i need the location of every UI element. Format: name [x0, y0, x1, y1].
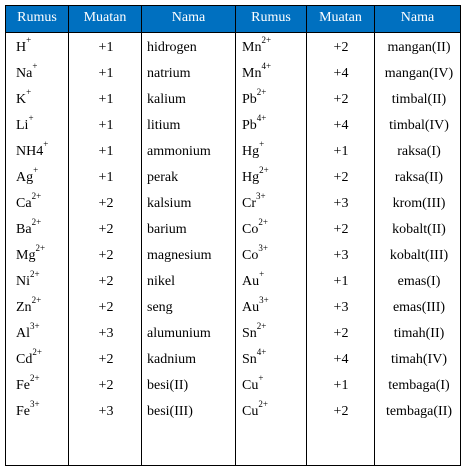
- formula-cell-left: [16, 87, 31, 113]
- ion-symbol: Al: [16, 326, 30, 341]
- table-row: [6, 295, 460, 321]
- ion-charge-superscript: +: [32, 61, 38, 72]
- ion-symbol: Cd: [16, 352, 33, 367]
- name-cell-left: besi(II): [147, 378, 189, 393]
- ion-charge-superscript: 2+: [31, 295, 42, 306]
- ion-symbol: Mn: [242, 66, 262, 81]
- name-cell-right: timah(II): [393, 326, 445, 341]
- formula-cell-right: [242, 87, 266, 113]
- ion-charge-superscript: 4+: [261, 61, 272, 72]
- formula-cell-left: [16, 321, 40, 347]
- ion-charge-superscript: 2+: [259, 165, 269, 176]
- charge-cell-right: +3: [333, 300, 349, 315]
- formula-cell-right: [242, 295, 269, 321]
- charge-cell-right: +2: [333, 326, 349, 341]
- ion-charge-superscript: 3+: [30, 321, 40, 332]
- charge-cell-left: +1: [98, 40, 114, 55]
- charge-cell-right: +3: [333, 248, 349, 263]
- name-cell-left: alumunium: [147, 326, 211, 341]
- header-rumus-left: Rumus: [17, 10, 57, 25]
- ion-charge-superscript: 2+: [256, 87, 267, 98]
- formula-cell-left: [16, 269, 40, 295]
- formula-cell-left: [16, 373, 40, 399]
- charge-cell-right: +2: [333, 92, 349, 107]
- charge-cell-left: +3: [98, 326, 114, 341]
- charge-cell-left: +2: [98, 196, 114, 211]
- formula-cell-left: [16, 61, 37, 87]
- ion-charge-superscript: 2+: [31, 191, 42, 202]
- ion-charge-superscript: 2+: [30, 373, 40, 384]
- name-cell-right: mangan(IV): [384, 66, 454, 81]
- ion-symbol: Zn: [16, 300, 32, 315]
- ion-symbol: Ni: [16, 274, 30, 289]
- ion-charge-superscript: 2+: [258, 399, 268, 410]
- name-cell-right: kobalt(II): [392, 222, 446, 237]
- formula-cell-right: [242, 217, 268, 243]
- charge-cell-right: +4: [333, 352, 349, 367]
- charge-cell-left: +2: [98, 248, 114, 263]
- charge-cell-left: +1: [98, 144, 114, 159]
- name-cell-right: raksa(II): [394, 170, 444, 185]
- table-row: [6, 347, 460, 373]
- ion-symbol: Hg: [242, 144, 260, 159]
- formula-cell-left: [16, 139, 48, 165]
- name-cell-right: timbal(II): [391, 92, 447, 107]
- ion-symbol: Co: [242, 248, 259, 263]
- ion-symbol: Au: [242, 300, 260, 315]
- ion-symbol: Pb: [242, 118, 257, 133]
- name-cell-right: timah(IV): [391, 352, 447, 367]
- charge-cell-left: +1: [98, 118, 114, 133]
- charge-cell-left: +1: [98, 170, 114, 185]
- ion-charge-superscript: +: [26, 35, 32, 46]
- table-row: [6, 87, 460, 113]
- ion-charge-superscript: 2+: [35, 243, 46, 254]
- name-cell-right: emas(I): [397, 274, 441, 289]
- name-cell-left: magnesium: [147, 248, 212, 263]
- formula-cell-left: [16, 295, 41, 321]
- formula-cell-right: [242, 243, 268, 269]
- formula-cell-right: [242, 399, 268, 425]
- header-nama-left: Nama: [171, 10, 206, 25]
- ion-symbol: NH4: [16, 144, 44, 159]
- table-row: [6, 191, 460, 217]
- name-cell-left: kalsium: [147, 196, 192, 211]
- name-cell-right: krom(III): [392, 196, 446, 211]
- name-cell-left: ammonium: [147, 144, 211, 159]
- table-row: [6, 399, 460, 425]
- ion-symbol: Mg: [16, 248, 36, 263]
- formula-cell-right: [242, 373, 263, 399]
- ion-charge-superscript: +: [26, 87, 32, 98]
- name-cell-left: barium: [147, 222, 187, 237]
- name-cell-left: seng: [147, 300, 173, 315]
- formula-cell-right: [242, 321, 266, 347]
- ion-charge-superscript: 3+: [259, 295, 269, 306]
- table-row: [6, 321, 460, 347]
- name-cell-right: emas(III): [392, 300, 446, 315]
- formula-cell-left: [16, 347, 42, 373]
- ion-symbol: Cr: [242, 196, 256, 211]
- ion-symbol: Fe: [16, 378, 30, 393]
- formula-cell-right: [242, 113, 266, 139]
- ion-symbol: Ag: [16, 170, 34, 185]
- name-cell-right: mangan(II): [387, 40, 451, 55]
- charge-cell-right: +4: [333, 66, 349, 81]
- name-cell-left: hidrogen: [147, 40, 197, 55]
- charge-cell-right: +2: [333, 40, 349, 55]
- ion-charge-superscript: 2+: [32, 347, 42, 358]
- charge-cell-right: +1: [333, 144, 349, 159]
- name-cell-left: kadnium: [147, 352, 196, 367]
- ion-charge-superscript: 4+: [256, 113, 267, 124]
- table-row: [6, 373, 460, 399]
- name-cell-left: besi(III): [147, 404, 193, 419]
- ion-symbol: Fe: [16, 404, 30, 419]
- header-muatan-right: Muatan: [319, 10, 362, 25]
- ion-charge-superscript: 2+: [261, 35, 272, 46]
- ion-symbol: Cu: [242, 378, 259, 393]
- charge-cell-right: +3: [333, 196, 349, 211]
- formula-cell-right: [242, 139, 264, 165]
- table-row: [6, 217, 460, 243]
- ion-charge-superscript: 3+: [256, 191, 266, 202]
- charge-cell-right: +2: [333, 404, 349, 419]
- ion-charge-superscript: +: [259, 139, 265, 150]
- ion-symbol: Au: [242, 274, 260, 289]
- ion-symbol: Sn: [242, 352, 257, 367]
- ion-symbol: K: [16, 92, 27, 107]
- formula-cell-right: [242, 347, 266, 373]
- ion-symbol: Hg: [242, 170, 260, 185]
- charge-cell-left: +2: [98, 378, 114, 393]
- table-row: [6, 113, 460, 139]
- ion-charge-superscript: +: [259, 269, 265, 280]
- charge-cell-left: +1: [98, 66, 114, 81]
- table-body: [6, 33, 460, 465]
- ion-charge-superscript: +: [258, 373, 264, 384]
- formula-cell-right: [242, 191, 266, 217]
- table-row: [6, 139, 460, 165]
- charge-cell-left: +2: [98, 352, 114, 367]
- ion-charge-superscript: 3+: [258, 243, 268, 254]
- charge-cell-right: +2: [333, 222, 349, 237]
- ion-symbol: Mn: [242, 40, 262, 55]
- charge-cell-left: +2: [98, 222, 114, 237]
- ion-charge-superscript: +: [33, 165, 39, 176]
- ion-charge-superscript: +: [28, 113, 34, 124]
- ion-symbol: Na: [16, 66, 33, 81]
- formula-cell-right: [242, 61, 271, 87]
- formula-cell-left: [16, 35, 31, 61]
- table-row: [6, 269, 460, 295]
- name-cell-left: nikel: [147, 274, 175, 289]
- name-cell-right: tembaga(II): [385, 404, 453, 419]
- ion-charge-superscript: 2+: [258, 217, 268, 228]
- charge-cell-left: +3: [98, 404, 114, 419]
- ion-symbol: Sn: [242, 326, 257, 341]
- charge-cell-right: +1: [333, 274, 349, 289]
- ion-symbol: Co: [242, 222, 259, 237]
- formula-cell-left: [16, 217, 41, 243]
- charge-cell-right: +4: [333, 118, 349, 133]
- charge-cell-left: +2: [98, 300, 114, 315]
- name-cell-left: perak: [147, 170, 179, 185]
- table-header-row: [6, 6, 460, 33]
- charge-cell-left: +1: [98, 92, 114, 107]
- ion-charge-superscript: +: [43, 139, 49, 150]
- name-cell-right: tembaga(I): [388, 378, 450, 393]
- ion-symbol: H: [16, 40, 27, 55]
- name-cell-left: kalium: [147, 92, 186, 107]
- table-row: [6, 243, 460, 269]
- header-muatan-left: Muatan: [83, 10, 127, 25]
- name-cell-right: timbal(IV): [389, 118, 449, 133]
- ion-charge-superscript: 2+: [256, 321, 267, 332]
- name-cell-right: raksa(I): [397, 144, 441, 159]
- charge-cell-left: +2: [98, 274, 114, 289]
- name-cell-left: natrium: [147, 66, 191, 81]
- name-cell-right: kobalt(III): [389, 248, 449, 263]
- formula-cell-right: [242, 35, 271, 61]
- formula-cell-right: [242, 165, 269, 191]
- ion-symbol: Ba: [16, 222, 32, 237]
- header-nama-right: Nama: [400, 10, 435, 25]
- formula-cell-left: [16, 191, 41, 217]
- name-cell-left: litium: [147, 118, 181, 133]
- ion-charge-superscript: 2+: [31, 217, 42, 228]
- table-row: [6, 35, 460, 61]
- formula-cell-left: [16, 165, 38, 191]
- formula-cell-right: [242, 269, 264, 295]
- table-row: [6, 165, 460, 191]
- formula-cell-left: [16, 113, 34, 139]
- ion-charge-superscript: 3+: [30, 399, 40, 410]
- ion-symbol: Ca: [16, 196, 32, 211]
- ion-symbol: Pb: [242, 92, 257, 107]
- table-row: [6, 61, 460, 87]
- header-rumus-right: Rumus: [251, 10, 291, 25]
- ion-charge-superscript: 4+: [256, 347, 267, 358]
- ion-symbol: Li: [16, 118, 29, 133]
- charge-cell-right: +2: [333, 170, 349, 185]
- formula-cell-left: [16, 243, 45, 269]
- ion-symbol: Cu: [242, 404, 259, 419]
- ion-charge-superscript: 2+: [30, 269, 40, 280]
- charge-cell-right: +1: [333, 378, 349, 393]
- formula-cell-left: [16, 399, 40, 425]
- ion-charge-table: [5, 5, 461, 466]
